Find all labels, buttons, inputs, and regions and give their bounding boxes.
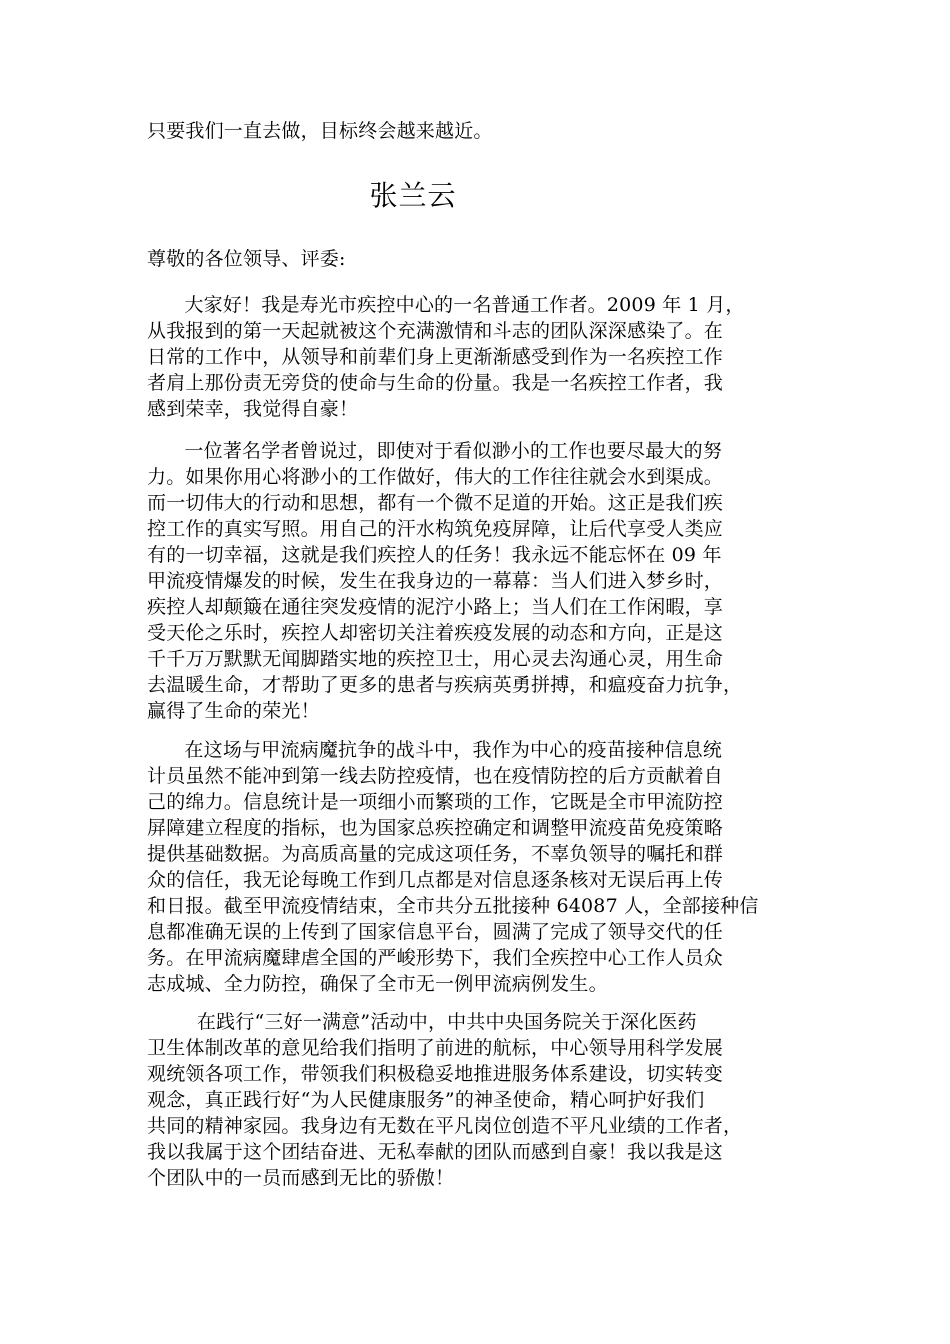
- paragraph-line: 而一切伟大的行动和思想，都有一个微不足道的开始。这正是我们疾: [147, 492, 724, 514]
- paragraph-line: 在这场与甲流病魔抗争的战斗中，我作为中心的疫苗接种信息统: [147, 739, 723, 761]
- paragraph-2: [147, 438, 827, 724]
- paragraph-line: 感到荣幸，我觉得自豪！: [147, 398, 359, 420]
- paragraph-line: 赢得了生命的荣光！: [147, 700, 320, 722]
- paragraph-line: 观统领各项工作，带领我们积极稳妥地推进服务体系建设，切实转变: [147, 1063, 724, 1085]
- lead-line: 只要我们一直去做，目标终会越来越近。: [147, 120, 493, 142]
- paragraph-line: 共同的精神家园。我身边有无数在平凡岗位创造不平凡业绩的工作者，: [147, 1115, 743, 1137]
- paragraph-line: 受天伦之乐时，疾控人却密切关注着疾疫发展的动态和方向，正是这: [147, 622, 724, 644]
- paragraph-line: 观念，真正践行好“为人民健康服务”的神圣使命，精心呵护好我们: [147, 1089, 705, 1111]
- paragraph-line: 卫生体制改革的意见给我们指明了前进的航标，中心领导用科学发展: [147, 1037, 724, 1059]
- paragraph-1: [147, 292, 827, 422]
- paragraph-3: [147, 737, 827, 997]
- paragraph-line: 日常的工作中，从领导和前辈们身上更渐渐感受到作为一名疾控工作: [147, 346, 724, 368]
- paragraph-line: 疾控人却颠簸在通往突发疫情的泥泞小路上；当人们在工作闲暇，享: [147, 596, 724, 618]
- paragraph-4: [147, 1009, 827, 1191]
- salutation-block: [147, 246, 827, 272]
- paragraph-line: 力。如果你用心将渺小的工作做好，伟大的工作往往就会水到渠成。: [147, 466, 724, 488]
- paragraph-line: 息都准确无误的上传到了国家信息平台，圆满了完成了领导交代的任: [147, 921, 724, 943]
- paragraph-line: 千千万万默默无闻脚踏实地的疾控卫士，用心灵去沟通心灵，用生命: [147, 648, 724, 670]
- paragraph-line: 屏障建立程度的指标，也为国家总疾控确定和调整甲流疫苗免疫策略: [147, 817, 724, 839]
- salutation: 尊敬的各位领导、评委:: [147, 248, 346, 270]
- paragraph-line: 众的信任，我无论每晚工作到几点都是对信息逐条核对无误后再上传: [147, 869, 724, 891]
- paragraph-line: 控工作的真实写照。用自己的汗水构筑免疫屏障，让后代享受人类应: [147, 518, 724, 540]
- paragraph-line: 甲流疫情爆发的时候，发生在我身边的一幕幕：当人们进入梦乡时，: [147, 570, 724, 592]
- paragraph-line: 我以我属于这个团结奋进、无私奉献的团队而感到自豪！我以我是这: [147, 1141, 724, 1163]
- paragraph-line: 志成城、全力防控，确保了全市无一例甲流病例发生。: [147, 973, 608, 995]
- paragraph-line: 一位著名学者曾说过，即使对于看似渺小的工作也要尽最大的努: [147, 440, 723, 462]
- paragraph-line: 和日报。截至甲流疫情结束，全市共分五批接种 64087 人，全部接种信: [147, 895, 759, 917]
- paragraph-line: 己的绵力。信息统计是一项细小而繁琐的工作，它既是全市甲流防控: [147, 791, 724, 813]
- paragraph-line: 在践行“三好一满意”活动中，中共中央国务院关于深化医药: [147, 1011, 697, 1033]
- paragraph-line: 去温暖生命，才帮助了更多的患者与疾病英勇拼搏，和瘟疫奋力抗争，: [147, 674, 743, 696]
- paragraph-line: 者肩上那份责无旁贷的使命与生命的份量。我是一名疾控工作者，我: [147, 372, 724, 394]
- paragraph-line: 务。在甲流病魔肆虐全国的严峻形势下，我们全疾控中心工作人员众: [147, 947, 724, 969]
- paragraph-line: 提供基础数据。为高质高量的完成这项任务，不辜负领导的嘱托和群: [147, 843, 724, 865]
- paragraph-line: 从我报到的第一天起就被这个充满激情和斗志的团队深深感染了。在: [147, 320, 724, 342]
- paragraph-line: 计员虽然不能冲到第一线去防控疫情，也在疫情防控的后方贡献着自: [147, 765, 724, 787]
- paragraph-line: 个团队中的一员而感到无比的骄傲！: [147, 1167, 455, 1189]
- paragraph-line: 有的一切幸福，这就是我们疾控人的任务！我永远不能忘怀在 09 年: [147, 544, 722, 566]
- lead-line-block: [147, 118, 827, 144]
- paragraph-line: 大家好！我是寿光市疾控中心的一名普通工作者。2009 年 1 月，: [147, 294, 745, 316]
- page-title: 张兰云: [369, 179, 457, 212]
